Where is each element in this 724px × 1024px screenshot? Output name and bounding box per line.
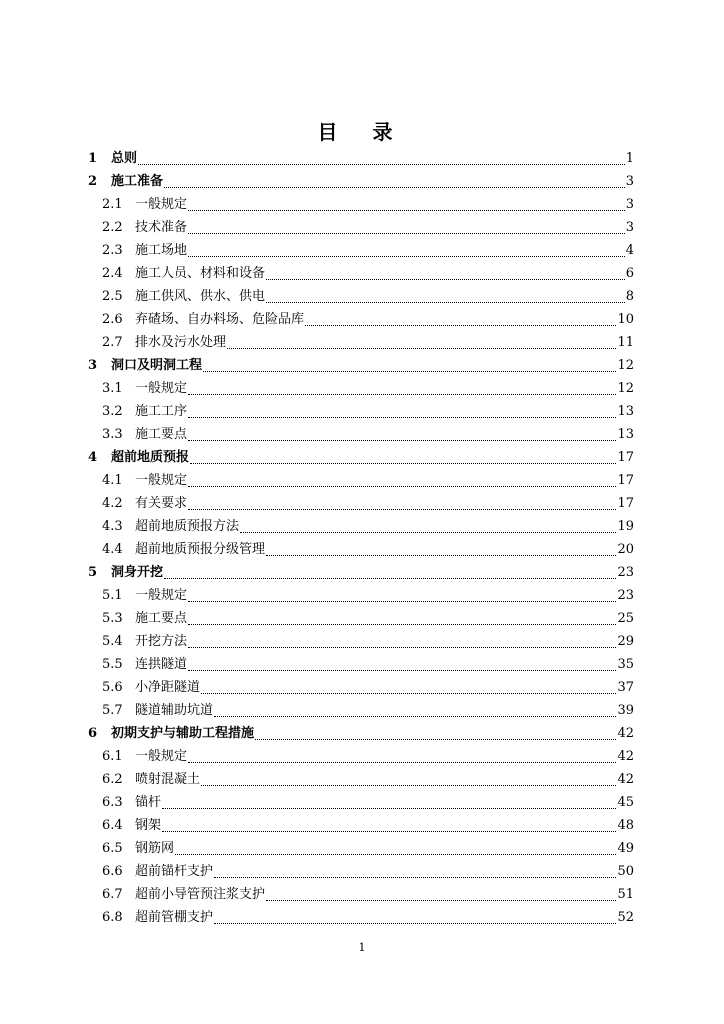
- toc-entry-title: 总则: [111, 151, 138, 166]
- toc-entry[interactable]: [88, 400, 634, 423]
- dot-leader: [188, 440, 616, 441]
- toc-entry[interactable]: [88, 860, 634, 883]
- toc-entry-title: 钢架: [135, 818, 162, 833]
- toc-entry[interactable]: [88, 584, 634, 607]
- toc-entry-title: 施工准备: [111, 174, 164, 189]
- toc-entry[interactable]: [88, 331, 634, 354]
- dot-leader: [188, 647, 616, 648]
- toc-entry[interactable]: [88, 883, 634, 906]
- toc-entry[interactable]: [88, 354, 634, 377]
- toc-entry-page: 3: [625, 220, 634, 235]
- toc-entry-title: 洞身开挖: [111, 565, 164, 580]
- dot-leader: [162, 808, 616, 809]
- dot-leader: [305, 325, 616, 326]
- toc-entry-number: 2.2: [102, 220, 123, 235]
- toc-entry[interactable]: [88, 515, 634, 538]
- toc-entry-title: 一般规定: [135, 588, 188, 603]
- toc-entry-page: 10: [617, 312, 634, 327]
- dot-leader: [164, 578, 616, 579]
- toc-entry[interactable]: [88, 262, 634, 285]
- dot-leader: [188, 233, 625, 234]
- toc-entry-page: 17: [617, 473, 634, 488]
- toc-entry-title: 连拱隧道: [135, 657, 188, 672]
- dot-leader: [266, 279, 625, 280]
- toc-entry-title: 施工场地: [135, 243, 188, 258]
- toc-entry-number: 2.4: [102, 266, 123, 281]
- dot-leader: [188, 417, 616, 418]
- toc-entry[interactable]: [88, 561, 634, 584]
- toc-entry[interactable]: [88, 745, 634, 768]
- toc-entry-page: 17: [617, 450, 634, 465]
- toc-entry[interactable]: [88, 768, 634, 791]
- toc-entry-title: 施工人员、材料和设备: [135, 266, 266, 281]
- toc-entry-page: 12: [617, 358, 634, 373]
- toc-entry-title: 一般规定: [135, 473, 188, 488]
- toc-entry-page: 3: [625, 174, 634, 189]
- toc-entry[interactable]: [88, 791, 634, 814]
- toc-entry-page: 4: [625, 243, 634, 258]
- dot-leader: [188, 394, 616, 395]
- toc-entry-number: 3.3: [102, 427, 123, 442]
- toc-entry-title: 喷射混凝土: [135, 772, 201, 787]
- toc-entry-page: 50: [617, 864, 634, 879]
- toc-entry-number: 5.3: [102, 611, 123, 626]
- toc-entry-number: 6.1: [102, 749, 123, 764]
- toc-title: 目 录: [317, 120, 407, 144]
- toc-entry-page: 52: [617, 910, 634, 925]
- toc-entry-title: 超前地质预报方法: [135, 519, 240, 534]
- toc-entry-page: 39: [617, 703, 634, 718]
- toc-entry-title: 洞口及明洞工程: [111, 358, 203, 373]
- toc-entry-page: 42: [617, 726, 634, 741]
- dot-leader: [188, 670, 616, 671]
- dot-leader: [188, 762, 616, 763]
- dot-leader: [266, 302, 625, 303]
- dot-leader: [240, 532, 616, 533]
- toc-entry-number: 2.1: [102, 197, 123, 212]
- toc-entry-title: 超前地质预报分级管理: [135, 542, 266, 557]
- dot-leader: [138, 164, 625, 165]
- dot-leader: [266, 900, 616, 901]
- toc-entry-page: 25: [617, 611, 634, 626]
- toc-entry[interactable]: [88, 676, 634, 699]
- toc-entry-title: 锚杆: [135, 795, 162, 810]
- toc-entry-number: 2: [88, 174, 98, 189]
- dot-leader: [201, 785, 616, 786]
- toc-entry-number: 6.6: [102, 864, 123, 879]
- toc-entry[interactable]: [88, 193, 634, 216]
- toc-entry-number: 5.6: [102, 680, 123, 695]
- toc-entry-page: 42: [617, 772, 634, 787]
- page-number: 1: [358, 941, 366, 954]
- toc-entry-number: 3.2: [102, 404, 123, 419]
- toc-entry-page: 12: [617, 381, 634, 396]
- toc-entry-title: 开挖方法: [135, 634, 188, 649]
- toc-entry-number: 6.7: [102, 887, 123, 902]
- toc-entry-number: 5: [88, 565, 98, 580]
- toc-entry-title: 施工供风、供水、供电: [135, 289, 266, 304]
- toc-entry-number: 5.7: [102, 703, 123, 718]
- dot-leader: [214, 923, 616, 924]
- toc-entry-page: 20: [617, 542, 634, 557]
- toc-entry-page: 48: [617, 818, 634, 833]
- dot-leader: [201, 693, 616, 694]
- toc-entry-title: 初期支护与辅助工程措施: [111, 726, 255, 741]
- dot-leader: [188, 509, 616, 510]
- toc-entry[interactable]: [88, 423, 634, 446]
- toc-entry-number: 6.3: [102, 795, 123, 810]
- toc-entry[interactable]: [88, 630, 634, 653]
- toc-entry-number: 3: [88, 358, 98, 373]
- toc-entry-number: 4.4: [102, 542, 123, 557]
- dot-leader: [214, 716, 616, 717]
- toc-entry-page: 23: [617, 565, 634, 580]
- toc-entry-title: 施工工序: [135, 404, 188, 419]
- toc-entry-page: 35: [617, 657, 634, 672]
- toc-entry-number: 4.1: [102, 473, 123, 488]
- toc-entry-page: 3: [625, 197, 634, 212]
- toc-entry-title: 弃碴场、自办料场、危险品库: [135, 312, 305, 327]
- toc-entry-page: 49: [617, 841, 634, 856]
- toc-entry-title: 小净距隧道: [135, 680, 201, 695]
- toc-entry[interactable]: [88, 170, 634, 193]
- toc-entry-number: 2.3: [102, 243, 123, 258]
- toc-entry-title: 技术准备: [135, 220, 188, 235]
- dot-leader: [188, 256, 625, 257]
- toc-entry-number: 5.1: [102, 588, 123, 603]
- dot-leader: [188, 601, 616, 602]
- toc-entry-page: 37: [617, 680, 634, 695]
- dot-leader: [188, 624, 616, 625]
- toc-entry-title: 超前小导管预注浆支护: [135, 887, 266, 902]
- toc-entry[interactable]: [88, 308, 634, 331]
- toc-entry-page: 19: [617, 519, 634, 534]
- toc-entry[interactable]: [88, 538, 634, 561]
- toc-entry[interactable]: [88, 837, 634, 860]
- toc-entry-number: 3.1: [102, 381, 123, 396]
- toc-entry-page: 13: [617, 404, 634, 419]
- dot-leader: [162, 831, 616, 832]
- dot-leader: [188, 486, 616, 487]
- toc-entry-number: 6.8: [102, 910, 123, 925]
- toc-entry-page: 29: [617, 634, 634, 649]
- toc-entry-title: 有关要求: [135, 496, 188, 511]
- dot-leader: [214, 877, 616, 878]
- toc-entry-number: 6.2: [102, 772, 123, 787]
- toc-entry-title: 超前管棚支护: [135, 910, 214, 925]
- toc-entry-number: 6.4: [102, 818, 123, 833]
- toc-entry-title: 排水及污水处理: [135, 335, 227, 350]
- toc-entry-title: 隧道辅助坑道: [135, 703, 214, 718]
- toc-entry-number: 6.5: [102, 841, 123, 856]
- dot-leader: [227, 348, 616, 349]
- toc-entry-page: 13: [617, 427, 634, 442]
- toc-entry-title: 超前锚杆支护: [135, 864, 214, 879]
- toc-entry-number: 2.7: [102, 335, 123, 350]
- toc-entry-title: 施工要点: [135, 611, 188, 626]
- toc-entry[interactable]: [88, 469, 634, 492]
- toc-entry-page: 1: [625, 151, 634, 166]
- toc-entry-page: 51: [617, 887, 634, 902]
- toc-entry-page: 17: [617, 496, 634, 511]
- toc-entry-number: 4.3: [102, 519, 123, 534]
- toc-entry[interactable]: [88, 699, 634, 722]
- toc-entry-title: 施工要点: [135, 427, 188, 442]
- toc-entry-number: 4.2: [102, 496, 123, 511]
- dot-leader: [190, 463, 616, 464]
- toc-entry[interactable]: [88, 216, 634, 239]
- toc-entry-number: 1: [88, 151, 98, 166]
- toc-entry-page: 23: [617, 588, 634, 603]
- toc-entry[interactable]: [88, 147, 634, 170]
- toc-entry-title: 一般规定: [135, 381, 188, 396]
- dot-leader: [255, 739, 616, 740]
- table-of-contents: [88, 147, 634, 929]
- toc-entry-title: 一般规定: [135, 749, 188, 764]
- toc-entry-page: 6: [625, 266, 634, 281]
- toc-entry-number: 6: [88, 726, 98, 741]
- toc-entry-number: 5.4: [102, 634, 123, 649]
- dot-leader: [188, 210, 625, 211]
- dot-leader: [203, 371, 616, 372]
- toc-entry[interactable]: [88, 906, 634, 929]
- toc-entry-page: 42: [617, 749, 634, 764]
- toc-entry[interactable]: [88, 814, 634, 837]
- toc-entry[interactable]: [88, 377, 634, 400]
- toc-entry-number: 4: [88, 450, 98, 465]
- toc-entry-title: 钢筋网: [135, 841, 175, 856]
- toc-entry-number: 2.6: [102, 312, 123, 327]
- toc-entry-page: 45: [617, 795, 634, 810]
- toc-entry-page: 8: [625, 289, 634, 304]
- dot-leader: [175, 854, 616, 855]
- toc-entry-number: 2.5: [102, 289, 123, 304]
- toc-entry[interactable]: [88, 446, 634, 469]
- toc-entry[interactable]: [88, 285, 634, 308]
- toc-entry[interactable]: [88, 722, 634, 745]
- toc-entry-title: 超前地质预报: [111, 450, 190, 465]
- toc-entry[interactable]: [88, 607, 634, 630]
- toc-entry-page: 11: [617, 335, 634, 350]
- toc-entry-number: 5.5: [102, 657, 123, 672]
- toc-entry[interactable]: [88, 653, 634, 676]
- toc-entry-title: 一般规定: [135, 197, 188, 212]
- dot-leader: [164, 187, 625, 188]
- toc-entry[interactable]: [88, 492, 634, 515]
- dot-leader: [266, 555, 616, 556]
- toc-entry[interactable]: [88, 239, 634, 262]
